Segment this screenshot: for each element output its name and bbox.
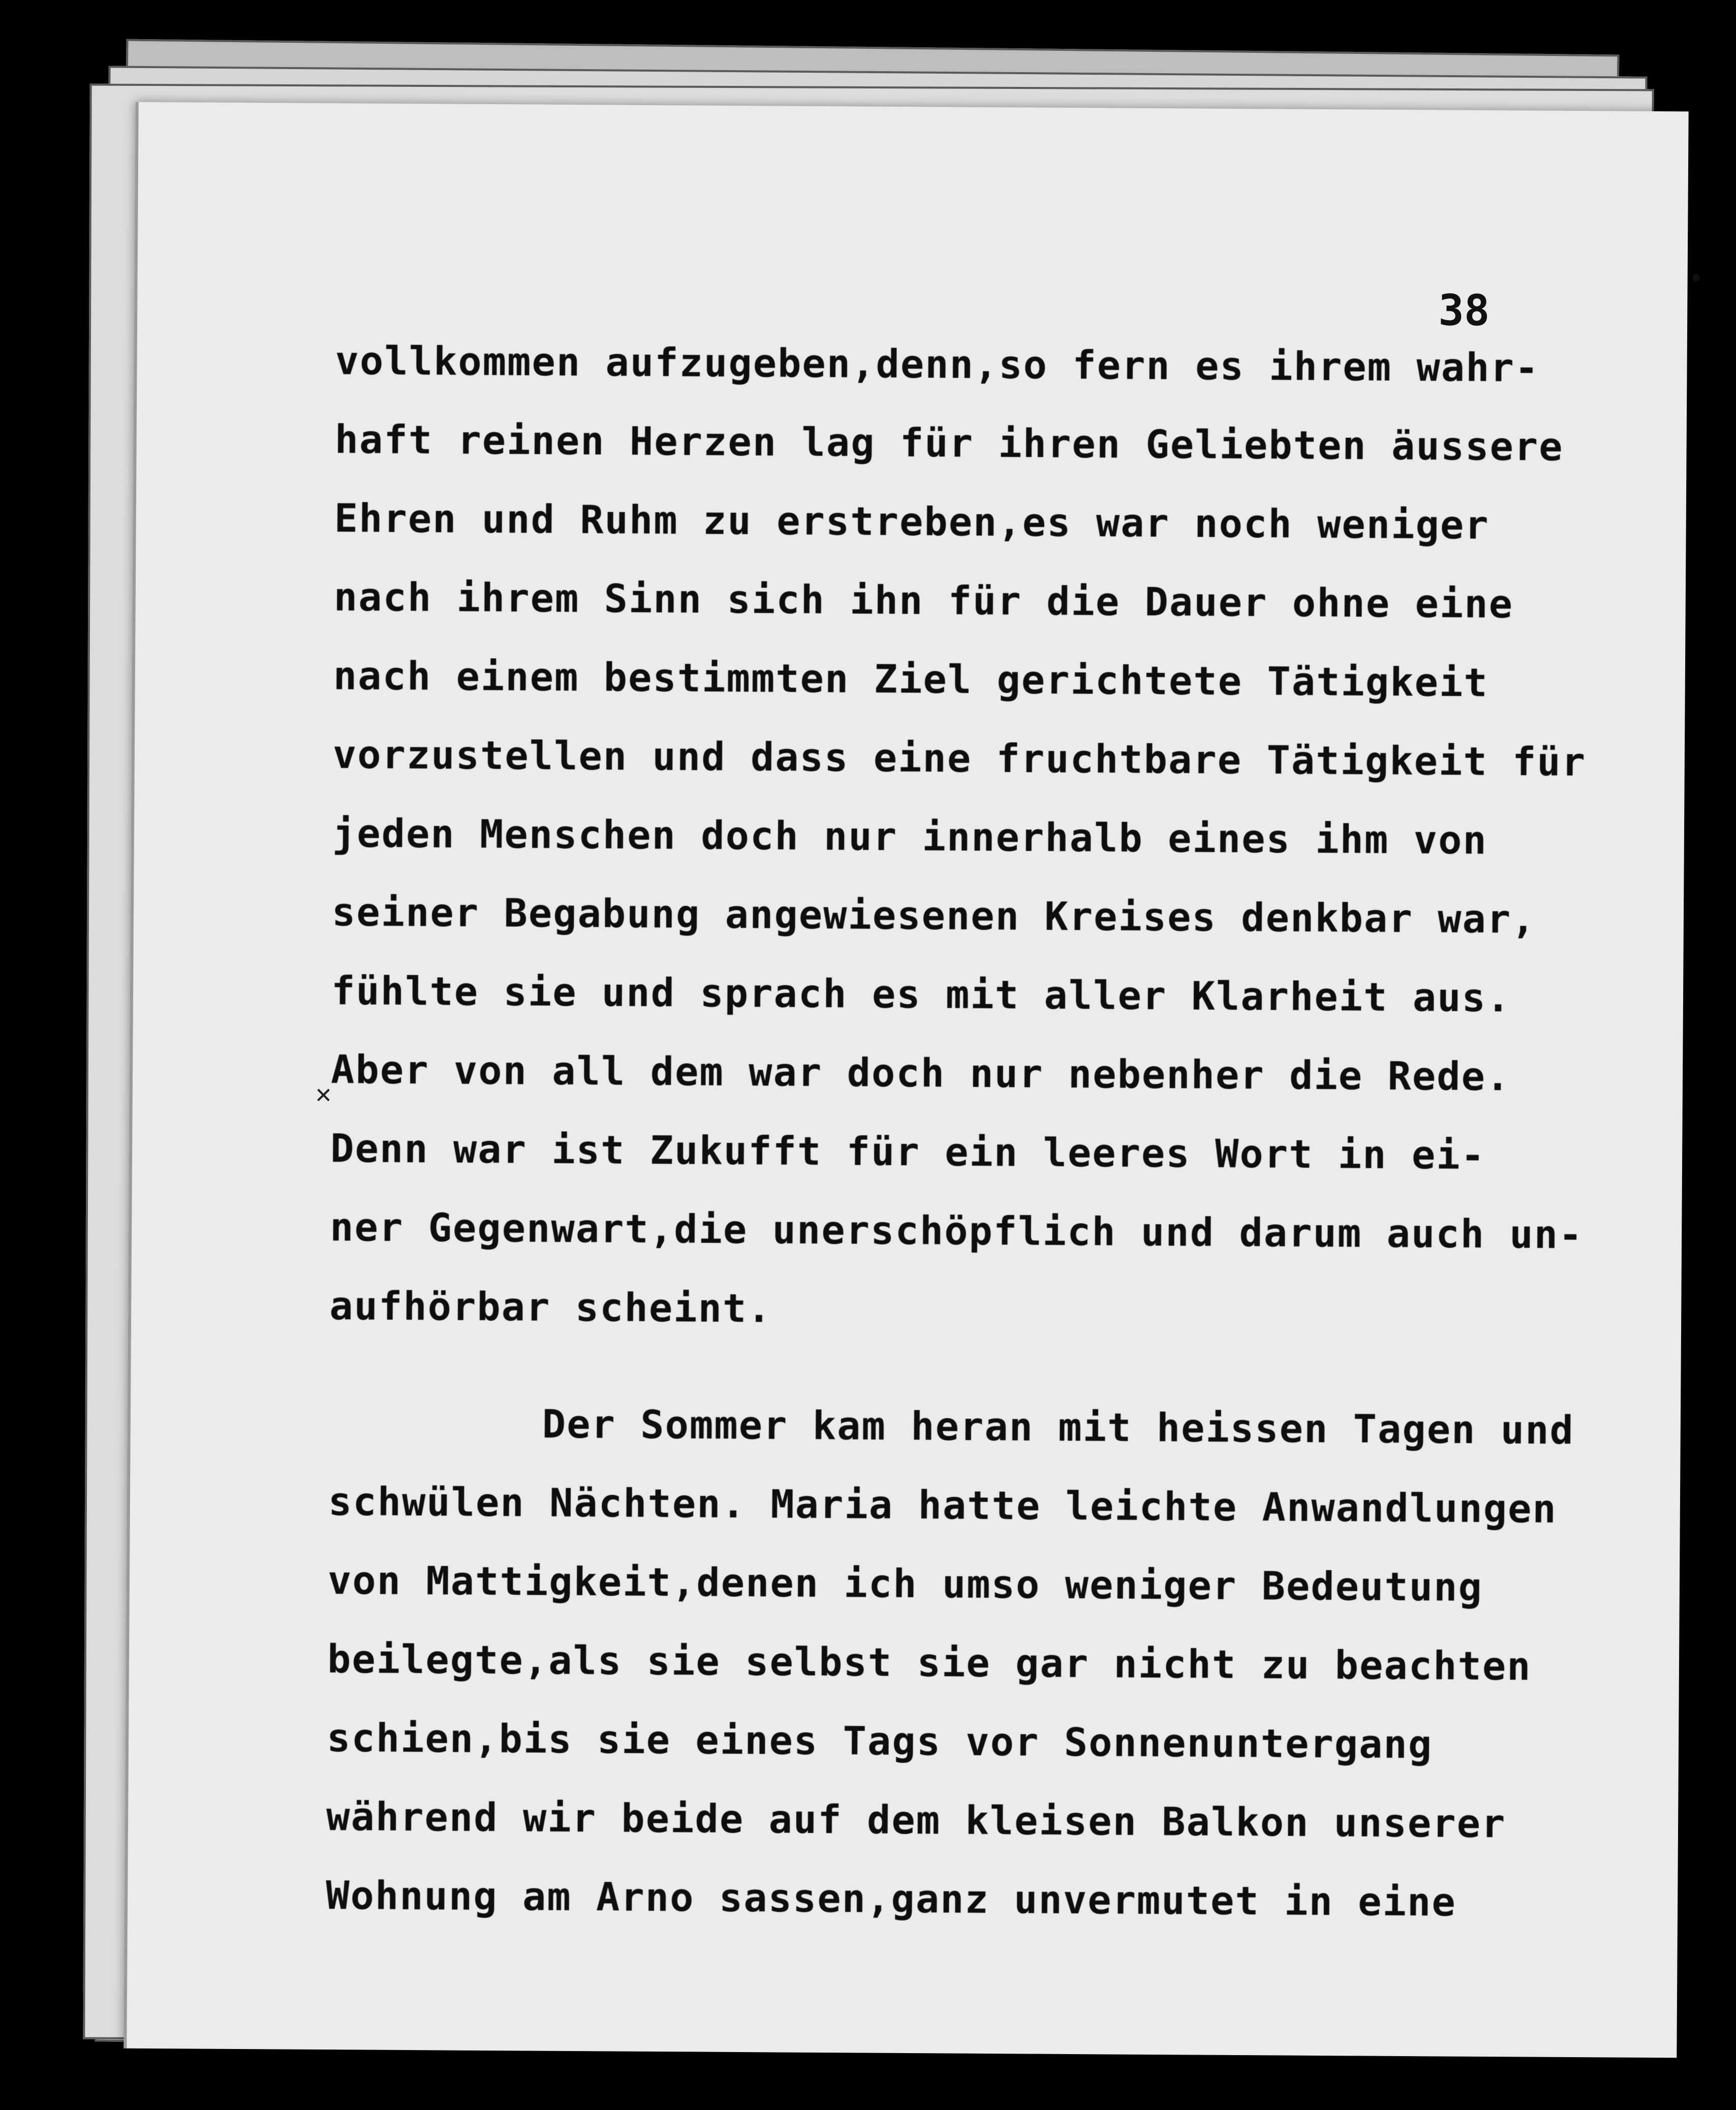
margin-mark: ✕ <box>315 1078 332 1110</box>
text-line: jeden Menschen doch nur innerhalb eines ihm von <box>332 811 1487 863</box>
text-line: Der Sommer kam heran mit heissen Tagen und <box>542 1402 1575 1454</box>
text-line: während wir beide auf dem kleisen Balkon unserer <box>326 1794 1506 1847</box>
text-line: schwülen Nächten. Maria hatte leichte Anwandlungen <box>328 1479 1558 1532</box>
text-line: schien,bis sie eines Tags vor Sonnenuntergang <box>326 1716 1433 1768</box>
text-line: von Mattigkeit,denen ich umso weniger Bedeutung <box>327 1558 1483 1610</box>
text-line: Aber von all dem war doch nur nebenher die Rede. <box>330 1047 1511 1100</box>
text-line: seiner Begabung angewiesenen Kreises denkbar war, <box>331 890 1536 943</box>
text-line: nach einem bestimmten Ziel gerichtete Tätigkeit <box>333 654 1489 706</box>
page-number: 38 <box>1438 285 1490 335</box>
text-line: Wohnung am Arno sassen,ganz unvermutet in eine <box>325 1873 1456 1926</box>
typed-text-body <box>326 322 1687 1943</box>
text-line: ner Gegenwart,die unerschöpflich und darum auch un- <box>329 1205 1584 1258</box>
text-line: vorzustellen und dass eine fruchtbare Tätigkeit für <box>332 732 1587 786</box>
document-page <box>123 102 1688 2058</box>
text-line: fühlte sie und sprach es mit aller Klarheit aus. <box>331 969 1511 1021</box>
text-line: beilegte,als sie selbst sie gar nicht zu beachten <box>327 1637 1532 1690</box>
text-line: nach ihrem Sinn sich ihn für die Dauer ohne eine <box>333 575 1514 628</box>
text-line: vollkommen aufzugeben,denn,so fern es ihrem wahr- <box>335 338 1540 391</box>
text-line: Denn war ist Zukufft für ein leeres Wort in ei- <box>330 1126 1486 1178</box>
ink-dot <box>1693 274 1700 281</box>
text-line: aufhörbar scheint. <box>329 1284 772 1332</box>
text-line: Ehren und Ruhm zu erstreben,es war noch weniger <box>334 496 1490 548</box>
text-line: haft reinen Herzen lag für ihren Geliebten äussere <box>334 417 1564 470</box>
